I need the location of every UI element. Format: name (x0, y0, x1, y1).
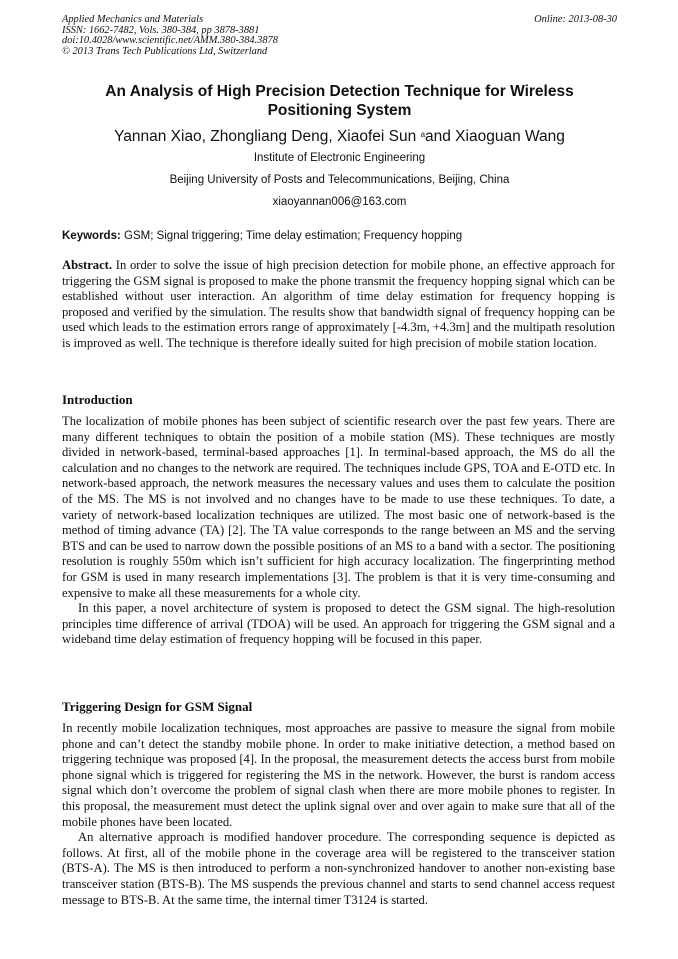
author-email: xiaoyannan006@163.com (272, 196, 407, 208)
keywords-label: Keywords: (62, 230, 121, 242)
abstract-label: Abstract. (62, 258, 113, 272)
triggering-paragraph: In recently mobile localization techniques, most approaches are passive to measure the signal from mobile phone and can’t detect the standby mobile phone. In order to make initiative detection, a method based on triggering technique was proposed [4]. In the proposal, the measurement detects the access burst from mobile phone signal which is triggered for registering the MS in the network. However, the burst is random access signal which don’t overcome the problem of signal clash when there are more mobile phones to register. In this proposal, the measurement must detect the uplink signal over and over again to make sure that all of the mobile phones have been located. (62, 721, 615, 829)
keywords-text: GSM; Signal triggering; Time delay estimation; Frequency hopping (124, 230, 463, 242)
affiliation-university: Beijing University of Posts and Telecommunications, Beijing, China (169, 174, 510, 186)
affiliation-institute: Institute of Electronic Engineering (253, 152, 426, 164)
author-names: Yannan Xiao, Zhongliang Deng, Xiaofei Sun (114, 128, 417, 145)
introduction-paragraph: The localization of mobile phones has been subject of scientific research over the past few years. There are many different techniques to obtain the position of a mobile station (MS). These techniques are mostly divided in network-based, terminal-based approaches [1]. In terminal-based approach, the MS do all the calculation and no changes to the network are required. The techniques include GPS, TOA and E-OTD etc. In network-based approach, the network measures the necessary values and uses them to calculate the position of the MS. The MS is not involved and no changes have to be made to use these techniques. To date, a variety of network-based localization techniques are utilized. The most basic one of network-based is the method of timing advance (TA) [2]. The TA value corresponds to the range between an MS and the serving BTS and can be used to narrow down the possible positions of an MS to a band with a sector. The positioning resolution is roughly 550m which isn’t sufficient for high accuracy localization. The fingerprinting method for GSM is used in many research implementations [3]. The problem is that it is very time-consuming and expensive to make all these measurements for a whole city. (62, 414, 615, 600)
online-date: Online: 2013-08-30 (534, 14, 617, 25)
journal-name: Applied Mechanics and Materials (62, 14, 204, 25)
introduction-paragraph: In this paper, a novel architecture of system is proposed to detect the GSM signal. The high-resolution principles time difference of arrival (TDOA) will be used. An approach for triggering the GSM signal and a wideband time delay estimation of frequency hopping will be focused in this paper. (62, 601, 615, 647)
copyright-line: © 2013 Trans Tech Publications Ltd, Switzerland (62, 45, 268, 57)
journal-header (62, 15, 617, 57)
author-last: and Xiaoguan Wang (425, 128, 565, 145)
abstract-text: In order to solve the issue of high precision detection for mobile phone, an effective approach for triggering the GSM signal is proposed to make the phone transmit the frequency hopping signal which can be established without user interaction. An algorithm of time delay estimation for frequency hopping is proposed and verified by the simulation. The results show that bandwidth signal of frequency hopping can be used which leads to the estimation errors range of approximately [-4.3m, +4.3m] and the multipath resolution is improved as well. The technique is therefore ideally suited for high precision of mobile station location. (62, 258, 615, 350)
section-heading-introduction: Introduction (62, 392, 133, 407)
section-heading-triggering: Triggering Design for GSM Signal (62, 699, 253, 714)
doi-line: doi:10.4028/www.scientific.net/AMM.380-384.3878 (62, 35, 278, 47)
paper-title: An Analysis of High Precision Detection Technique for Wireless Positioning System (105, 83, 574, 119)
author-list (62, 126, 617, 146)
triggering-body (62, 721, 615, 908)
triggering-paragraph: An alternative approach is modified handover procedure. The corresponding sequence is depicted as follows. At first, all of the mobile phone in the coverage area will be registered to the transceiver station (BTS-A). The MS is then introduced to perform a non-synchronized handover to another non-existing base transceiver station (BTS-B). The MS suspends the previous channel and starts to send channel access request message to BTS-B. At the same time, the internal timer T3124 is started. (62, 830, 615, 907)
author-mark: a (420, 130, 426, 139)
introduction-body (62, 414, 615, 648)
keywords-line (62, 229, 617, 243)
abstract-block (62, 258, 615, 352)
issn-line: ISSN: 1662-7482, Vols. 380-384, pp 3878-3881 (62, 24, 260, 36)
